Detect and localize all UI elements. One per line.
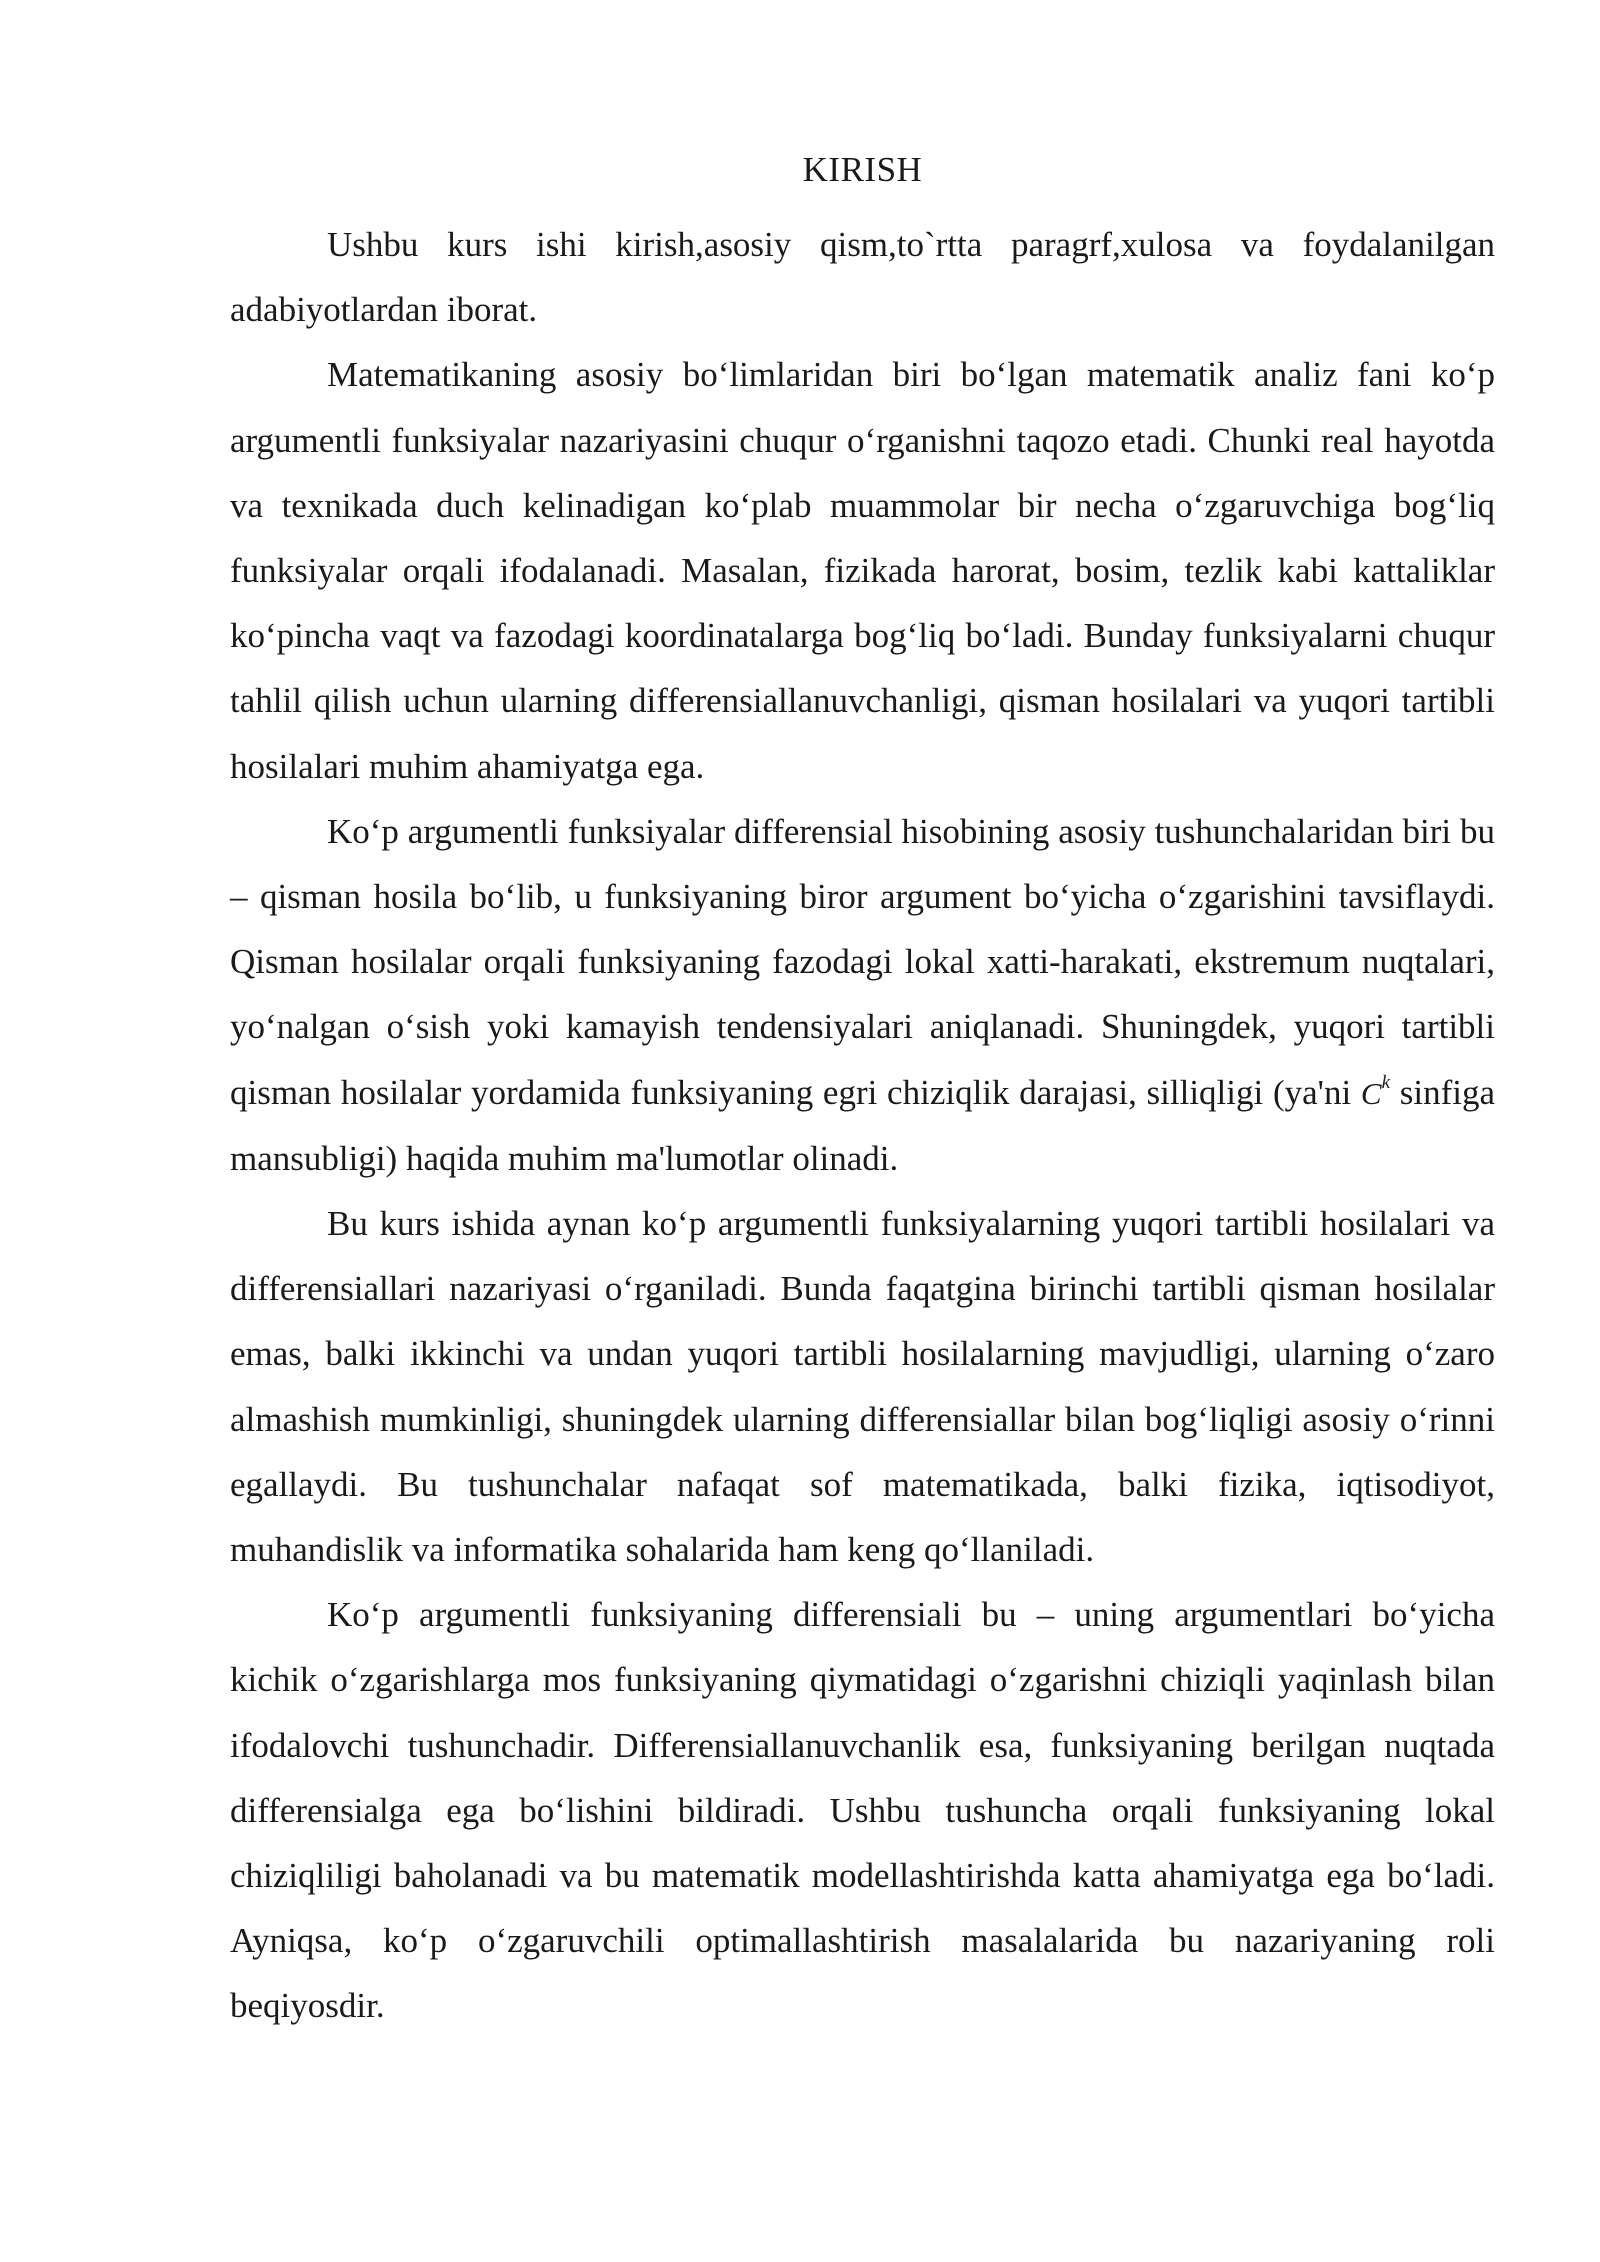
page-content <box>230 146 1495 2039</box>
smoothness-class-formula <box>1360 1071 1391 1111</box>
paragraph-text-after-formula: sinfiga mansubligi) haqida muhim ma'lumotlar olinadi. <box>230 1072 1495 1178</box>
paragraph-intro: Ushbu kurs ishi kirish,asosiy qism,to`rtta paragrf,xulosa va foydalanilgan adabiyotlardan iborat. <box>230 225 1495 330</box>
paragraph-partial-derivatives <box>230 799 1495 1191</box>
paragraph-course-scope: Bu kurs ishida aynan ko‘p argumentli funksiyalarning yuqori tartibli hosilalari va differensiallari nazariyasi o‘rganiladi. Bunda faqatgina birinchi tartibli qisman hosilalar emas, balki ikkinchi va undan yuqori tartibli hosilalarning mavjudligi, ularning o‘zaro almashish mumkinligi, shuningdek ularning differensiallar bilan bog‘liqligi asosiy o‘rinni egallaydi. Bu tushunchalar nafaqat sof matematikada, balki fizika, iqtisodiyot, muhandislik va informatika sohalarida ham keng qo‘llaniladi. <box>230 1204 1495 1570</box>
formula-symbol: C <box>1360 1075 1382 1111</box>
paragraph-text-before-formula: Ko‘p argumentli funksiyalar differensial hisobining asosiy tushunchalaridan biri bu – qisman hosila bo‘lib, u funksiyaning biror argument bo‘yicha o‘zgarishini tavsiflaydi. Qisman hosilalar orqali funksiyaning fazodagi lokal xatti-harakati, ekstremum nuqtalari, yo‘nalgan o‘sish yoki kamayish tendensiyalari aniqlanadi. Shuningdek, yuqori tartibli qisman hosilalar yordamida funksiyaning egri chiziqlik darajasi, silliqligi (ya'ni <box>230 811 1495 1112</box>
page-title: KIRISH <box>802 150 923 189</box>
paragraph-analysis: Matematikaning asosiy bo‘limlaridan biri bo‘lgan matematik analiz fani ko‘p argumentli funksiyalar nazariyasini chuqur o‘rganishni taqozo etadi. Chunki real hayotda va texnikada duch kelinadigan ko‘plab muammolar bir necha o‘zgaruvchiga bog‘liq funksiyalar orqali ifodalanadi. Masalan, fizikada harorat, bosim, tezlik kabi kattaliklar ko‘pincha vaqt va fazodagi koordinatalarga bog‘liq bo‘ladi. Bunday funksiyalarni chuqur tahlil qilish uchun ularning differensiallanuvchanligi, qisman hosilalari va yuqori tartibli hosilalari muhim ahamiyatga ega. <box>230 355 1495 786</box>
formula-superscript: k <box>1381 1071 1391 1093</box>
paragraph-differential: Ko‘p argumentli funksiyaning differensiali bu – uning argumentlari bo‘yicha kichik o‘zgarishlarga mos funksiyaning qiymatidagi o‘zgarishni chiziqli yaqinlash bilan ifodalovchi tushunchadir. Differensiallanuvchanlik esa, funksiyaning berilgan nuqtada differensialga ega bo‘lishini bildiradi. Ushbu tushuncha orqali funksiyaning lokal chiziqliligi baholanadi va bu matematik modellashtirishda katta ahamiyatga ega bo‘ladi. Ayniqsa, ko‘p o‘zgaruvchili optimallashtirish masalalarida bu nazariyaning roli beqiyosdir. <box>230 1595 1495 2026</box>
